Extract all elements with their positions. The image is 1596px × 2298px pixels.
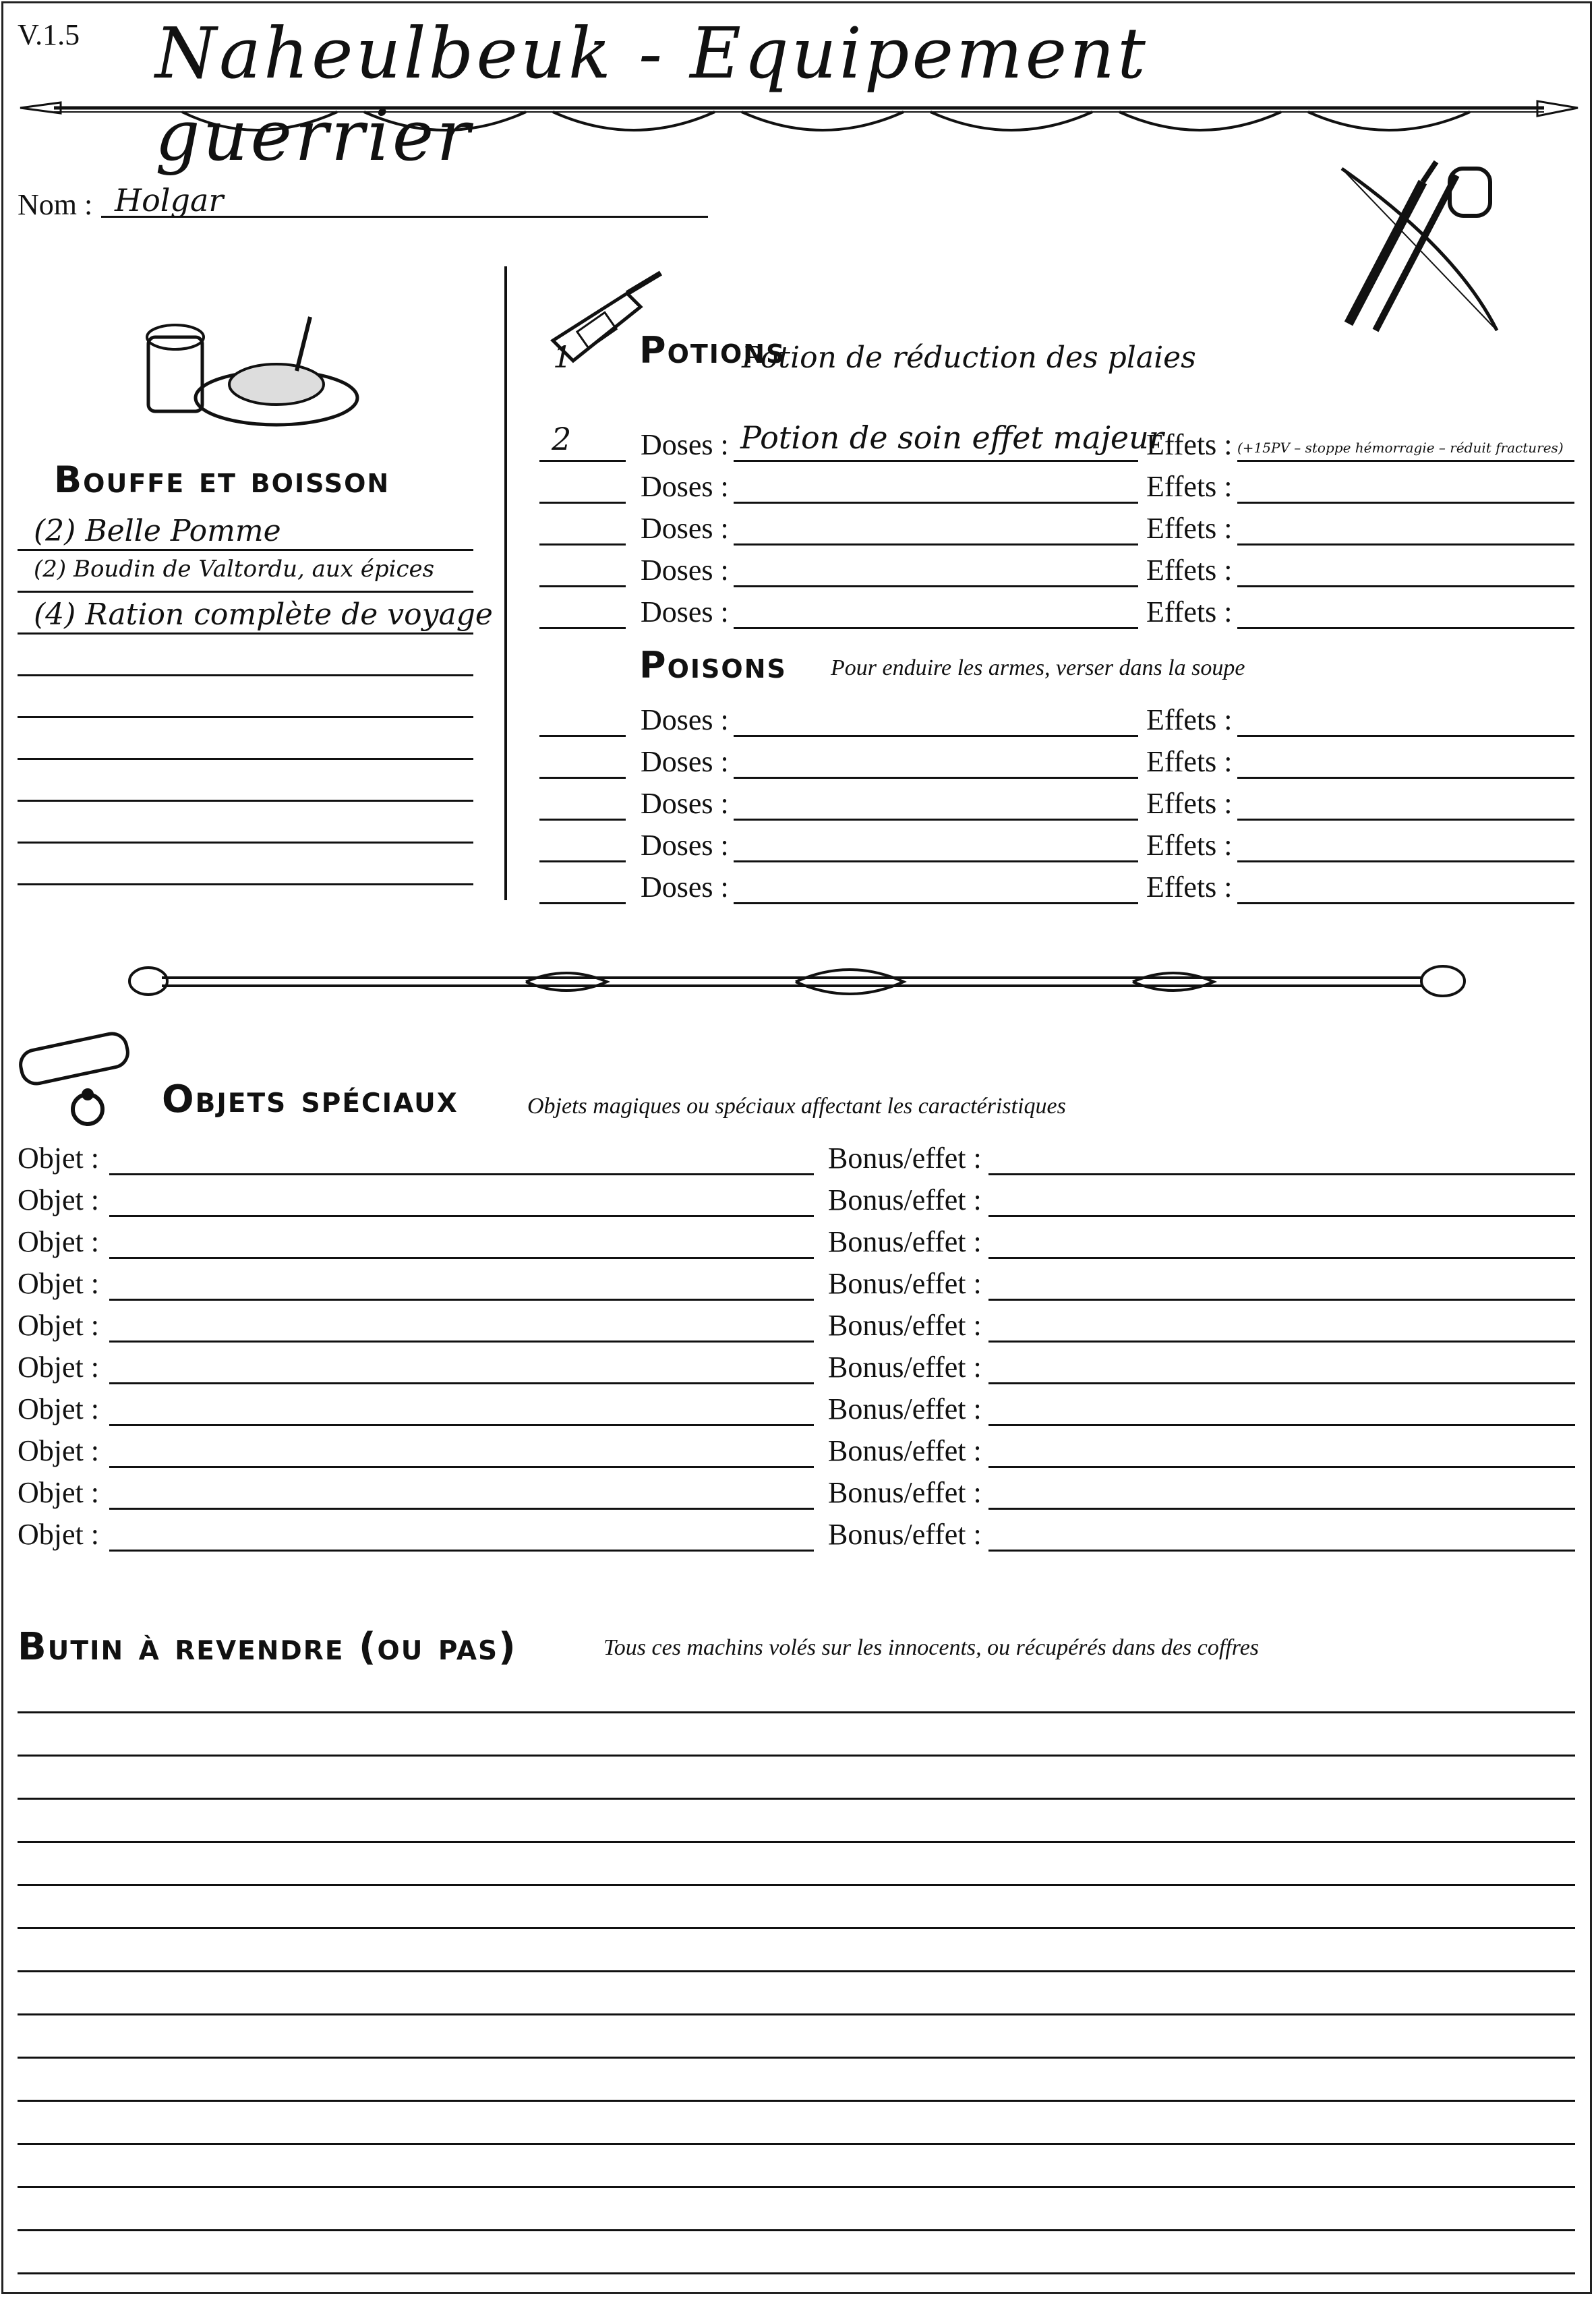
objet-label: Objet : [18,1267,99,1300]
poison-effect-line[interactable] [1237,777,1574,779]
potion-effect-line[interactable] [1237,627,1574,629]
poison-effect-line[interactable] [1237,819,1574,821]
bonus-line[interactable] [988,1550,1575,1552]
bonus-label: Bonus/effet : [828,1183,982,1216]
bonus-label: Bonus/effet : [828,1476,982,1509]
potion-name-line[interactable] [734,502,1138,504]
bonus-label: Bonus/effet : [828,1309,982,1342]
loot-line[interactable] [18,1798,1575,1800]
effets-label: Effets : [1146,554,1233,587]
bonus-label: Bonus/effet : [828,1142,982,1175]
poisons-heading: Poisons [639,644,787,686]
poison-qty-line[interactable] [539,735,626,737]
objet-line[interactable] [109,1299,814,1301]
effets-label: Effets : [1146,595,1233,628]
objet-label: Objet : [18,1351,99,1384]
loot-line[interactable] [18,2013,1575,2015]
doses-label: Doses : [641,470,729,503]
column-divider [504,266,507,900]
doses-label: Doses : [641,703,729,736]
food-line[interactable] [18,549,473,551]
bonus-line[interactable] [988,1340,1575,1343]
loot-line[interactable] [18,1970,1575,1972]
food-line[interactable] [18,716,473,718]
objet-line[interactable] [109,1340,814,1343]
potion-name: Potion de soin effet majeur [740,419,1164,456]
effets-label: Effets : [1146,787,1233,820]
effets-label: Effets : [1146,829,1233,862]
poison-qty-line[interactable] [539,777,626,779]
bonus-line[interactable] [988,1424,1575,1426]
bonus-label: Bonus/effet : [828,1392,982,1425]
effets-label: Effets : [1146,745,1233,778]
bonus-line[interactable] [988,1257,1575,1259]
potion-qty-line[interactable] [539,460,626,462]
potion-name-line[interactable] [734,460,1138,462]
spear-divider-icon [13,88,1585,148]
bonus-line[interactable] [988,1299,1575,1301]
poisons-subtitle: Pour enduire les armes, verser dans la soupe [831,655,1245,680]
bonus-line[interactable] [988,1466,1575,1468]
food-item: (2) Belle Pomme [34,514,281,548]
poison-name-line[interactable] [734,860,1138,862]
loot-line[interactable] [18,2229,1575,2231]
potion-effect-line[interactable] [1237,543,1574,546]
bonus-line[interactable] [988,1382,1575,1384]
food-line[interactable] [18,591,473,593]
effets-label: Effets : [1146,470,1233,503]
poison-effect-line[interactable] [1237,735,1574,737]
loot-line[interactable] [18,2057,1575,2059]
poison-qty-line[interactable] [539,860,626,862]
potion-effect-line[interactable] [1237,460,1574,462]
poison-name-line[interactable] [734,735,1138,737]
effets-label: Effets : [1146,871,1233,904]
potion-qty: 1 [553,341,572,375]
potion-qty-line[interactable] [539,543,626,546]
effets-label: Effets : [1146,512,1233,545]
potion-qty-line[interactable] [539,502,626,504]
doses-label: Doses : [641,595,729,628]
nom-value: Holgar [115,182,224,218]
special-subtitle: Objets magiques ou spéciaux affectant les caractéristiques [527,1094,1066,1119]
food-item: (2) Boudin de Valtordu, aux épices [34,556,435,583]
poison-qty-line[interactable] [539,819,626,821]
food-heading: Bouffe et boisson [54,459,390,501]
food-line[interactable] [18,632,473,635]
objet-label: Objet : [18,1225,99,1258]
loot-line[interactable] [18,1927,1575,1929]
objet-line[interactable] [109,1550,814,1552]
doses-label: Doses : [641,787,729,820]
poison-effect-line[interactable] [1237,860,1574,862]
potion-effect-line[interactable] [1237,502,1574,504]
doses-label: Doses : [641,512,729,545]
objet-line[interactable] [109,1173,814,1175]
food-line[interactable] [18,842,473,844]
potion-qty-line[interactable] [539,585,626,587]
bonus-label: Bonus/effet : [828,1351,982,1384]
poison-name-line[interactable] [734,902,1138,904]
objet-label: Objet : [18,1518,99,1551]
potion-qty: 2 [552,421,572,457]
potions-heading: Potions [639,329,786,372]
doses-label: Doses : [641,745,729,778]
loot-line[interactable] [18,1711,1575,1713]
loot-line[interactable] [18,2186,1575,2188]
poison-effect-line[interactable] [1237,902,1574,904]
objet-label: Objet : [18,1309,99,1342]
page-title: Naheulbeuk - Equipement guerrier [155,12,1148,177]
objet-label: Objet : [18,1392,99,1425]
bonus-label: Bonus/effet : [828,1267,982,1300]
potion-effect: (+15PV – stoppe hémorragie – réduit fractures) [1237,440,1564,456]
crossed-weapons-icon [1322,155,1524,344]
bonus-label: Bonus/effet : [828,1518,982,1551]
poison-name-line[interactable] [734,819,1138,821]
bonus-line[interactable] [988,1173,1575,1175]
poison-name-line[interactable] [734,777,1138,779]
loot-line[interactable] [18,2143,1575,2145]
loot-heading: Butin à revendre (ou pas) [18,1625,517,1669]
effets-label: Effets : [1146,428,1233,461]
objet-line[interactable] [109,1215,814,1217]
loot-line[interactable] [18,1755,1575,1757]
special-heading: Objets spéciaux [162,1078,459,1121]
objet-label: Objet : [18,1476,99,1509]
version-label: V.1.5 [18,18,80,51]
objet-line[interactable] [109,1466,814,1468]
doses-label: Doses : [641,829,729,862]
effets-label: Effets : [1146,703,1233,736]
objet-label: Objet : [18,1434,99,1467]
bonus-line[interactable] [988,1215,1575,1217]
loot-line[interactable] [18,2272,1575,2274]
potion-name-line[interactable] [734,627,1138,629]
objet-line[interactable] [109,1382,814,1384]
potion-effect-line[interactable] [1237,585,1574,587]
doses-label: Doses : [641,554,729,587]
potion-name-line[interactable] [734,543,1138,546]
food-line[interactable] [18,800,473,802]
doses-label: Doses : [641,871,729,904]
loot-subtitle: Tous ces machins volés sur les innocents, ou récupérés dans des coffres [603,1635,1260,1660]
objet-line[interactable] [109,1257,814,1259]
potion-qty-line[interactable] [539,627,626,629]
doses-label: Doses : [641,428,729,461]
objet-line[interactable] [109,1508,814,1510]
loot-line[interactable] [18,2100,1575,2102]
objet-label: Objet : [18,1183,99,1216]
nom-label: Nom : [18,188,93,221]
potion-name: Potion de réduction des plaies [742,341,1196,375]
loot-line[interactable] [18,1884,1575,1886]
bonus-label: Bonus/effet : [828,1225,982,1258]
bonus-label: Bonus/effet : [828,1434,982,1467]
food-line[interactable] [18,883,473,885]
potion-name-line[interactable] [734,585,1138,587]
loot-line[interactable] [18,1841,1575,1843]
food-line[interactable] [18,674,473,676]
food-item: (4) Ration complète de voyage [34,597,493,632]
scroll-ring-icon [13,1028,155,1136]
food-plate-icon [135,297,364,432]
food-line[interactable] [18,758,473,760]
staff-divider-icon [121,958,1470,1005]
poison-qty-line[interactable] [539,902,626,904]
bonus-line[interactable] [988,1508,1575,1510]
objet-label: Objet : [18,1142,99,1175]
objet-line[interactable] [109,1424,814,1426]
